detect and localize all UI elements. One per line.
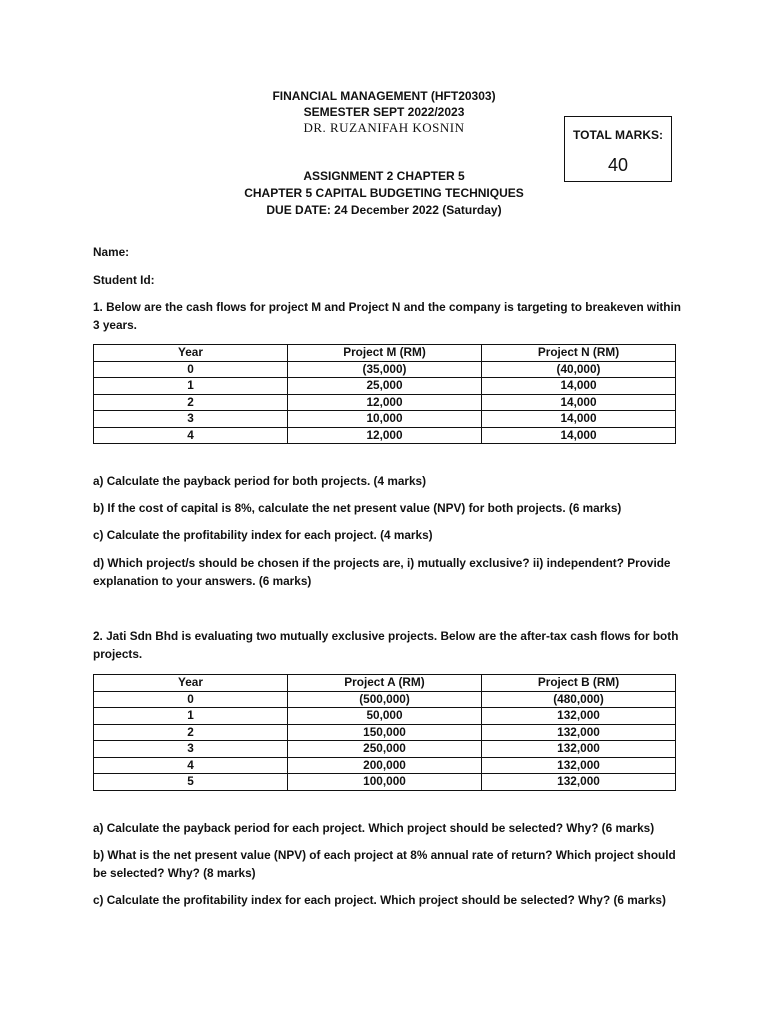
table-cell: 14,000 [482,378,676,395]
table-cell: 12,000 [288,394,482,411]
table-cell: 1 [94,378,288,395]
table-cell: 50,000 [288,708,482,725]
table-cell: 100,000 [288,774,482,791]
table-cell: (480,000) [482,691,676,708]
question-1-part-c: c) Calculate the profitability index for each project. (4 marks) [93,528,433,542]
table-cell: 132,000 [482,774,676,791]
total-marks-value: 40 [607,155,629,175]
column-header-project-m: Project M (RM) [288,345,482,362]
table-cell: 132,000 [482,757,676,774]
table-header-row [94,675,676,692]
question-2-part-a: a) Calculate the payback period for each project. Which project should be selected? Why? (6 marks) [93,821,655,835]
due-date: DUE DATE: 24 December 2022 (Saturday) [266,203,502,217]
table-header-row [94,345,676,362]
name-field-label: Name: [93,245,130,259]
table-cell: 4 [94,757,288,774]
table-cell: 150,000 [288,724,482,741]
column-header-year: Year [94,345,288,362]
table-row [94,724,676,741]
table-row [94,757,676,774]
table-row [94,394,676,411]
table-cell: 132,000 [482,708,676,725]
column-header-year: Year [94,675,288,692]
table-row [94,378,676,395]
table-cell: (35,000) [288,361,482,378]
table-cell: 12,000 [288,427,482,444]
chapter-title: CHAPTER 5 CAPITAL BUDGETING TECHNIQUES [244,186,524,200]
table-cell: 2 [94,394,288,411]
table-cell: 5 [94,774,288,791]
table-cell: 0 [94,691,288,708]
question-1-cash-flow-table [93,344,676,444]
question-1-part-a: a) Calculate the payback period for both projects. (4 marks) [93,474,427,488]
column-header-project-a: Project A (RM) [288,675,482,692]
table-row [94,708,676,725]
table-cell: 10,000 [288,411,482,428]
table-cell: (40,000) [482,361,676,378]
table-cell: 4 [94,427,288,444]
table-row [94,774,676,791]
total-marks-label: TOTAL MARKS: [573,128,663,142]
table-cell: 132,000 [482,741,676,758]
question-2-prompt: 2. Jati Sdn Bhd is evaluating two mutually exclusive projects. Below are the after-tax cash flows for both projects. [93,629,679,661]
table-cell: 14,000 [482,394,676,411]
table-row [94,741,676,758]
table-cell: 3 [94,741,288,758]
assignment-title: ASSIGNMENT 2 CHAPTER 5 [303,169,465,183]
table-row [94,691,676,708]
table-cell: 200,000 [288,757,482,774]
question-1-part-b: b) If the cost of capital is 8%, calculate the net present value (NPV) for both projects. (6 marks) [93,501,622,515]
table-cell: 3 [94,411,288,428]
table-row [94,427,676,444]
table-cell: 132,000 [482,724,676,741]
table-cell: (500,000) [288,691,482,708]
table-cell: 1 [94,708,288,725]
student-id-field-label: Student Id: [93,273,155,287]
table-cell: 25,000 [288,378,482,395]
question-2-part-b: b) What is the net present value (NPV) of each project at 8% annual rate of return? Which project should be selected? Why? (8 marks) [93,848,676,880]
lecturer-name: DR. RUZANIFAH KOSNIN [303,120,465,135]
question-2-cash-flow-table [93,674,676,791]
course-title: FINANCIAL MANAGEMENT (HFT20303) [272,89,496,103]
table-row [94,361,676,378]
column-header-project-n: Project N (RM) [482,345,676,362]
table-row [94,411,676,428]
semester-line: SEMESTER SEPT 2022/2023 [303,105,465,119]
column-header-project-b: Project B (RM) [482,675,676,692]
question-1-part-d: d) Which project/s should be chosen if the projects are, i) mutually exclusive? ii) independent? Provide explanation to your answers. (6 marks) [93,556,671,588]
table-cell: 2 [94,724,288,741]
question-1-prompt: 1. Below are the cash flows for project M and Project N and the company is targeting to breakeven within 3 years. [93,300,682,332]
table-cell: 0 [94,361,288,378]
table-cell: 14,000 [482,411,676,428]
table-cell: 250,000 [288,741,482,758]
question-2-part-c: c) Calculate the profitability index for each project. Which project should be selected? Why? (6 marks) [93,893,666,907]
table-cell: 14,000 [482,427,676,444]
